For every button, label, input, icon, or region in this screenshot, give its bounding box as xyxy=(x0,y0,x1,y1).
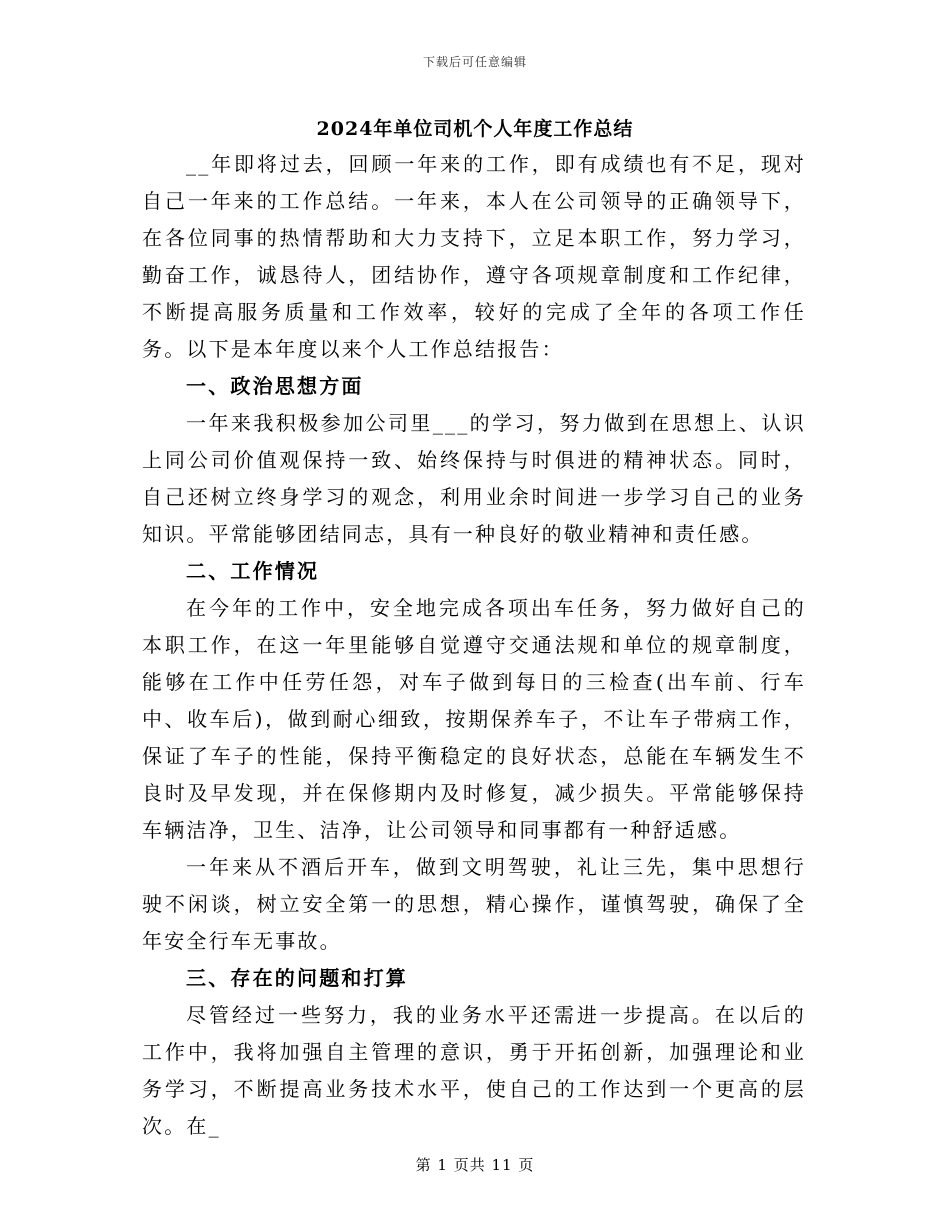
section-heading-work: 二、工作情况 xyxy=(186,559,320,583)
intro-paragraph: __年即将过去，回顾一年来的工作，即有成绩也有不足，现对自己一年来的工作总结。一年来，本人在公司领导的正确领导下，在各位同事的热情帮助和大力支持下，立足本职工作，努力学习，勤奋工作，诚恳待人，团结协作，遵守各项规章制度和工作纪律，不断提高服务质量和工作效率，较好的完成了全年的各项工作任务。以下是本年度以来个人工作总结报告： xyxy=(142,152,806,361)
section-politics-paragraph: 一年来我积极参加公司里___的学习，努力做到在思想上、认识上同公司价值观保持一致、始终保持与时俱进的精神状态。同时，自己还树立终身学习的观念，利用业余时间进一步学习自己的业务知识。平常能够团结同志，具有一种良好的敬业精神和责任感。 xyxy=(142,411,806,546)
section-problems-paragraph: 尽管经过一些努力，我的业务水平还需进一步提高。在以后的工作中，我将加强自主管理的意识，勇于开拓创新，加强理论和业务学习，不断提高业务技术水平，使自己的工作达到一个更高的层次。在_ xyxy=(142,1003,806,1138)
page-number-footer: 第 1 页共 11 页 xyxy=(415,1156,535,1174)
header-note: 下载后可任意编辑 xyxy=(422,55,527,69)
section-work-paragraph-2: 一年来从不酒后开车，做到文明驾驶，礼让三先，集中思想行驶不闲谈，树立安全第一的思想，精心操作，谨慎驾驶，确保了全年安全行车无事故。 xyxy=(142,855,806,953)
section-heading-problems: 三、存在的问题和打算 xyxy=(186,966,408,990)
section-heading-politics: 一、政治思想方面 xyxy=(186,374,364,398)
document-title: 2024年单位司机个人年度工作总结 xyxy=(316,118,634,140)
section-work-paragraph-1: 在今年的工作中，安全地完成各项出车任务，努力做好自己的本职工作，在这一年里能够自觉遵守交通法规和单位的规章制度，能够在工作中任劳任怨，对车子做到每日的三检查(出车前、行车中、收车后)，做到耐心细致，按期保养车子，不让车子带病工作，保证了车子的性能，保持平衡稳定的良好状态，总能在车辆发生不良时及早发现，并在保修期内及时修复，减少损失。平常能够保持车辆洁净，卫生、洁净，让公司领导和同事都有一种舒适感。 xyxy=(142,596,806,842)
document-body xyxy=(142,146,806,1145)
